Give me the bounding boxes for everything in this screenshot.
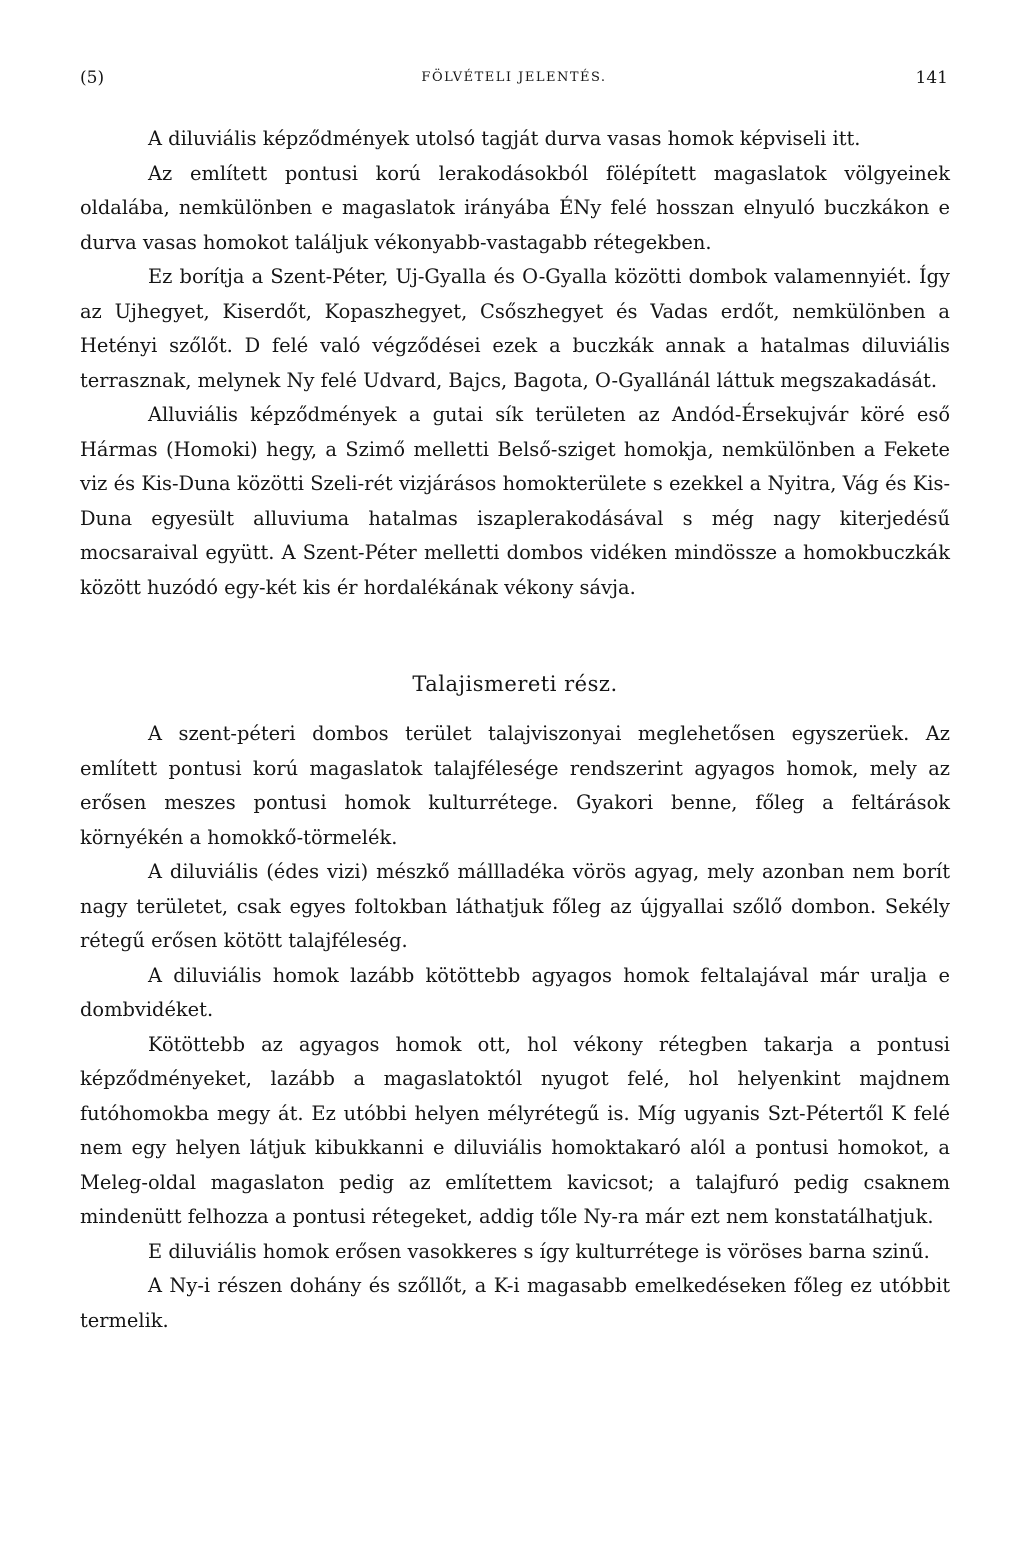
paragraph: A Ny-i részen dohány és szőllőt, a K-i magasabb emelkedéseken főleg ez utóbbit termelik. [80,1274,950,1332]
page-number: 141 [915,68,948,88]
paragraph: A diluviális (édes vizi) mészkő mállladéka vörös agyag, mely azonban nem borít nagy területet, csak egyes foltokban láthatjuk főleg az újgyallai szőlő dombon. Sekély rétegű erősen kötött talajféleség. [80,860,950,952]
paragraph: E diluviális homok erősen vasokkeres s így kulturrétege is vöröses barna szinű. [148,1239,930,1263]
header-section-number: (5) [80,68,105,88]
header-title: FÖLVÉTELI JELENTÉS. [421,70,607,85]
paragraph: A diluviális képződmények utolsó tagját durva vasas homok képviseli itt. [148,127,861,150]
paragraph: A diluviális homok lazább kötöttebb agyagos homok feltalajával már uralja e dombvidéket. [80,963,950,1021]
paragraph: Az említett pontusi korú lerakodásokból fölépített magaslatok völgyeinek oldalába, nemkülönben e magaslatok irányába ÉNy felé hosszan elnyuló buczkákon e durva vasas homokot találjuk vékonyabb-vastagabb rétegekben. [80,161,950,254]
body-text [80,122,950,1338]
paragraph: A szent-péteri dombos terület talajviszonyai meglehetősen egyszerüek. Az említett pontusi korú magaslatok talajfélesége rendszerint agyagos homok, mely az erősen meszes pontusi homok kulturrétege. Gyakori benne, főleg a feltárások környékén a homokkő-törmelék. [80,722,950,849]
paragraph: Ez borítja a Szent-Péter, Uj-Gyalla és O-Gyalla közötti dombok valamennyiét. Így az Ujhegyet, Kiserdőt, Kopaszhegyet, Csőszhegyet és Vadas erdőt, nemkülönben a Hetényi szőlőt. D felé való végződései ezek a buczkák annak a hatalmas diluviális terrasznak, melynek Ny felé Udvard, Bajcs, Bagota, O-Gyallánál láttuk megszakadását. [80,265,950,392]
running-header [80,68,948,100]
paragraph: Alluviális képződmények a gutai sík területen az Andód-Érsekujvár köré eső Hármas (Homoki) hegy, a Szimő melletti Belső-sziget homokja, nemkülönben a Fekete viz és Kis-Duna közötti Szeli-rét vizjárásos homokterülete s ezekkel a Nyitra, Vág és Kis-Duna egyesült alluviuma hatalmas iszaplerakodásával s még nagy kiterjedésű mocsaraival együtt. A Szent-Péter melletti dombos vidéken mindössze a homokbuczkák között huzódó egy-két kis ér hordalékának vékony sávja. [80,403,950,599]
section-heading: Talajismereti rész. [412,672,618,696]
paragraph: Kötöttebb az agyagos homok ott, hol vékony rétegben takarja a pontusi képződményeket, lazább a magaslatoktól nyugot felé, hol helyenkint majdnem futóhomokba megy át. Ez utóbbi helyen mélyrétegű is. Míg ugyanis Szt-Pétertől K felé nem egy helyen látjuk kibukkanni e diluviális homoktakaró alól a pontusi homokot, a Meleg-oldal magaslaton pedig az említettem kavicsot; a talajfuró pedig csaknem mindenütt felhozza a pontusi rétegeket, addig tőle Ny-ra már ezt nem konstatálhatjuk. [80,1032,950,1228]
